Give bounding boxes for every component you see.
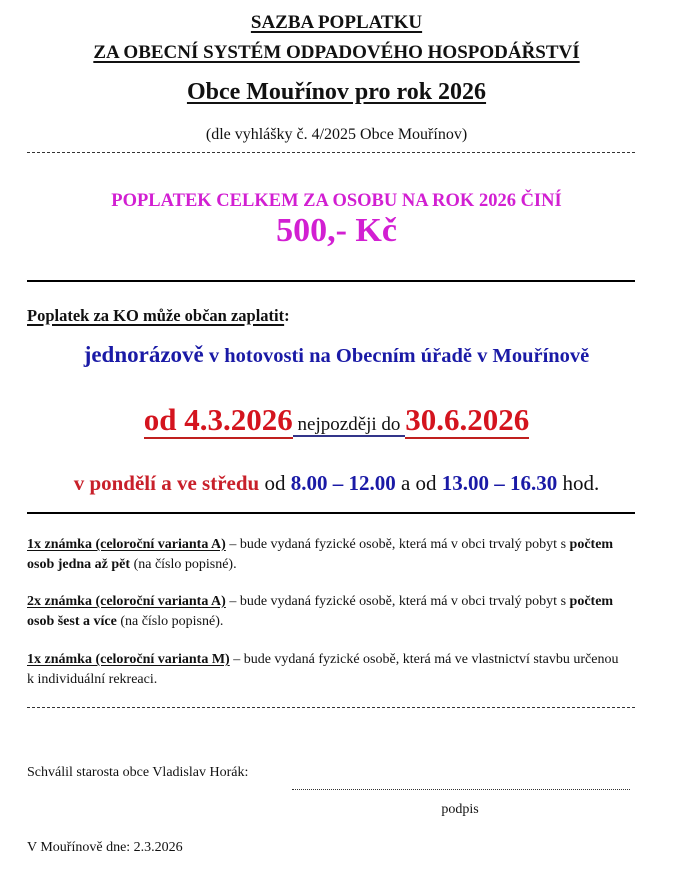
divider-dashed-bottom: [27, 707, 635, 708]
office-days: v pondělí a ve středu: [73, 471, 260, 495]
item-label: 1x známka (celoroční varianta A): [27, 537, 226, 552]
divider-solid-2: [27, 512, 635, 514]
hours-hod: hod.: [557, 471, 600, 495]
page-title: [0, 79, 673, 106]
header-line-1: [0, 12, 673, 34]
hours-morning: 8.00 – 12.00: [290, 471, 396, 495]
list-item: [27, 535, 627, 575]
period-from-prefix: od: [143, 402, 185, 437]
payment-period: [0, 402, 673, 438]
hours-afternoon: 13.00 – 16.30: [441, 471, 558, 495]
payment-method-rest: v hotovosti na Obecním úřadě v Mouřínově: [203, 345, 590, 367]
period-from: [144, 402, 293, 439]
payment-label: [27, 306, 290, 326]
signature-line: [292, 789, 630, 790]
divider-solid-1: [27, 280, 635, 282]
approved-by: Schválil starosta obce Vladislav Horák:: [27, 765, 249, 780]
fee-amount: 500,- Kč: [276, 212, 397, 249]
divider-dashed-top: [27, 152, 635, 153]
page-title-text: Obce Mouřínov pro rok 2026: [186, 79, 487, 105]
item-text: – bude vydaná fyzické osobě, která má v obci trvalý pobyt s: [225, 594, 570, 609]
header-line-2-text: ZA OBECNÍ SYSTÉM ODPADOVÉHO HOSPODÁŘSTVÍ: [93, 42, 580, 63]
signature-label: podpis: [441, 802, 479, 817]
item-bold: počtem osob šest a více: [27, 594, 614, 629]
payment-label-colon: :: [284, 306, 290, 325]
header-line-2: [0, 42, 673, 64]
payment-method-emph: jednorázově: [83, 342, 204, 367]
hours-a-od: a od: [395, 471, 442, 495]
hours-od-1: od: [259, 471, 291, 495]
item-text: – bude vydaná fyzické osobě, která má v obci trvalý pobyt s: [225, 537, 570, 552]
item-text: – bude vydaná fyzické osobě, která má ve vlastnictví stavbu určenou k individuální rekreaci.: [27, 652, 619, 687]
period-to-date: 30.6.2026: [405, 402, 530, 437]
period-from-date: 4.3.2026: [184, 402, 293, 437]
item-label: 1x známka (celoroční varianta M): [27, 652, 230, 667]
payment-label-text: Poplatek za KO může občan zaplatit: [27, 306, 285, 325]
header-line-1-text: SAZBA POPLATKU: [250, 12, 423, 33]
office-hours: [0, 471, 673, 496]
fee-headline: POPLATEK CELKEM ZA OSOBU NA ROK 2026 ČINÍ: [111, 191, 562, 211]
list-item: [27, 650, 627, 690]
item-label: 2x známka (celoroční varianta A): [27, 594, 226, 609]
item-text-end: (na číslo popisné).: [116, 614, 224, 629]
item-text-end: (na číslo popisné).: [130, 557, 237, 572]
item-bold: počtem osob jedna až pět: [27, 537, 614, 572]
payment-method: [0, 342, 673, 368]
period-middle-text: nejpozději do: [292, 414, 406, 435]
place-date: V Mouřínově dne: 2.3.2026: [27, 840, 183, 855]
list-item: [27, 592, 627, 632]
page-subtitle: (dle vyhlášky č. 4/2025 Obce Mouřínov): [205, 126, 468, 143]
